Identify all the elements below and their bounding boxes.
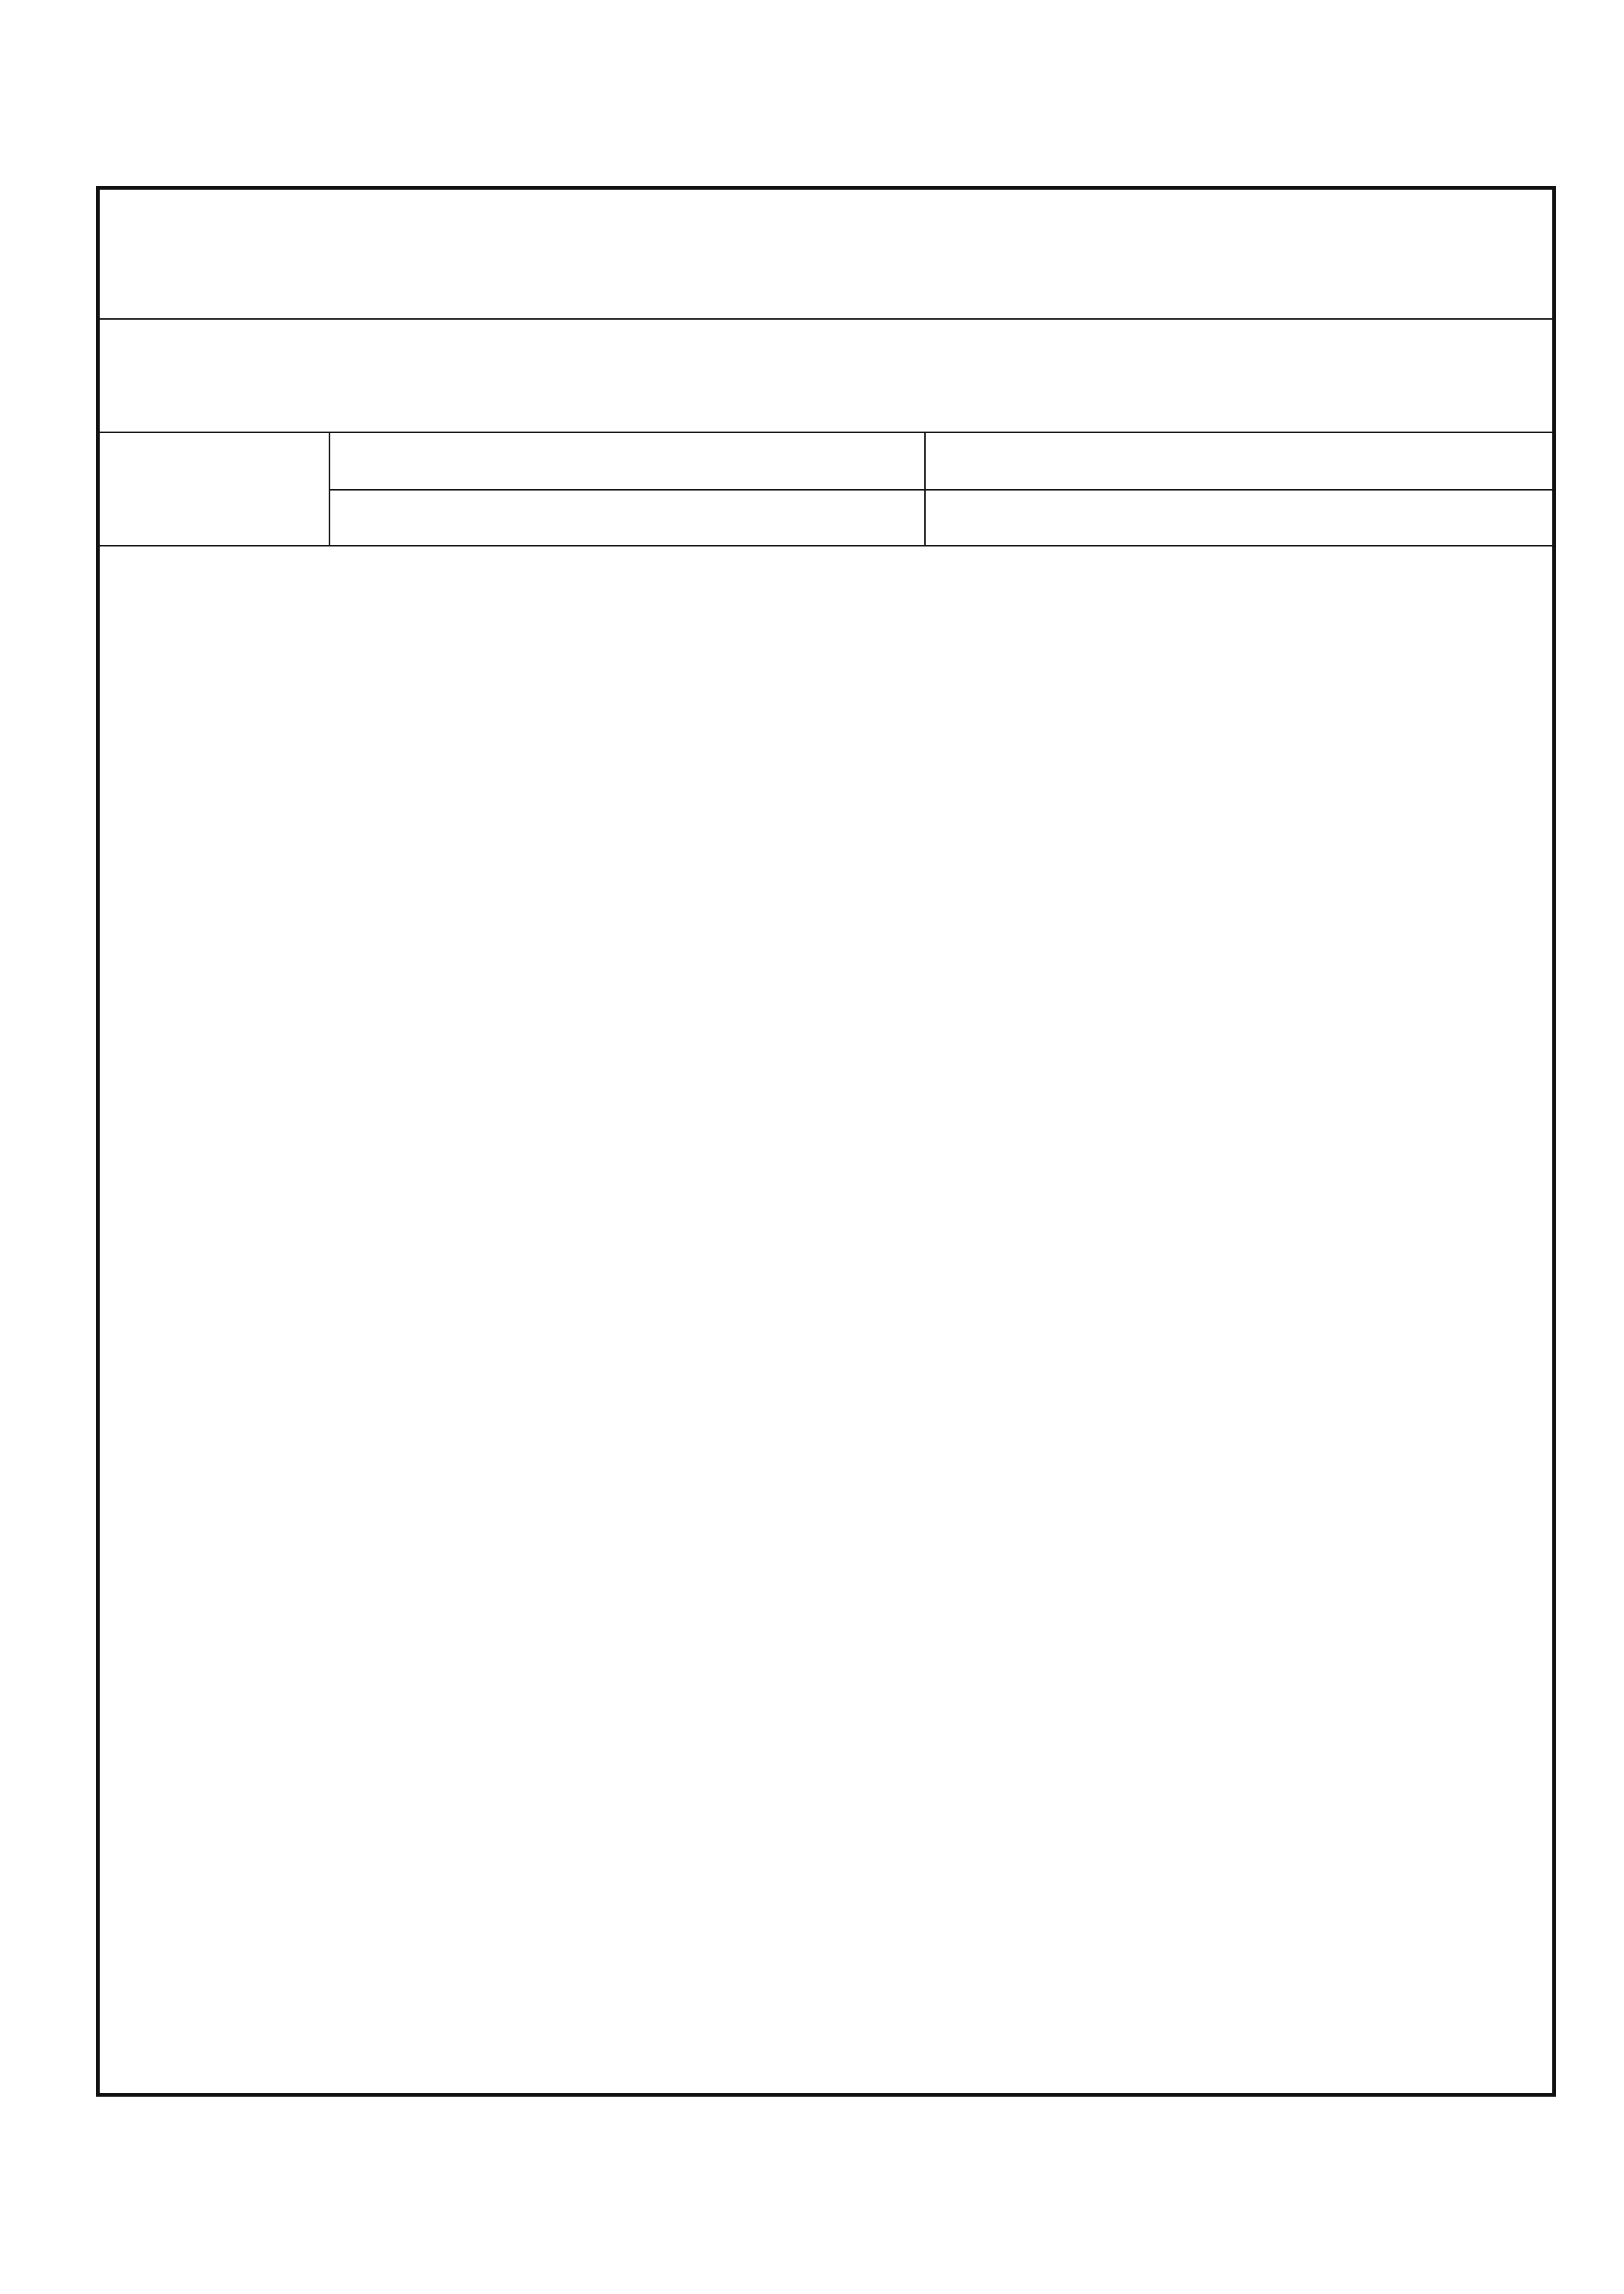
registration-table-frame — [96, 186, 1556, 2097]
document-title-row — [100, 190, 1552, 320]
header-item — [100, 433, 330, 545]
header-doc-bottom — [330, 491, 926, 545]
table-header — [100, 433, 1552, 546]
header-content-top — [926, 433, 1552, 491]
header-doc-top — [330, 433, 926, 491]
section-title-row — [100, 320, 1552, 433]
header-content-bottom — [926, 491, 1552, 545]
